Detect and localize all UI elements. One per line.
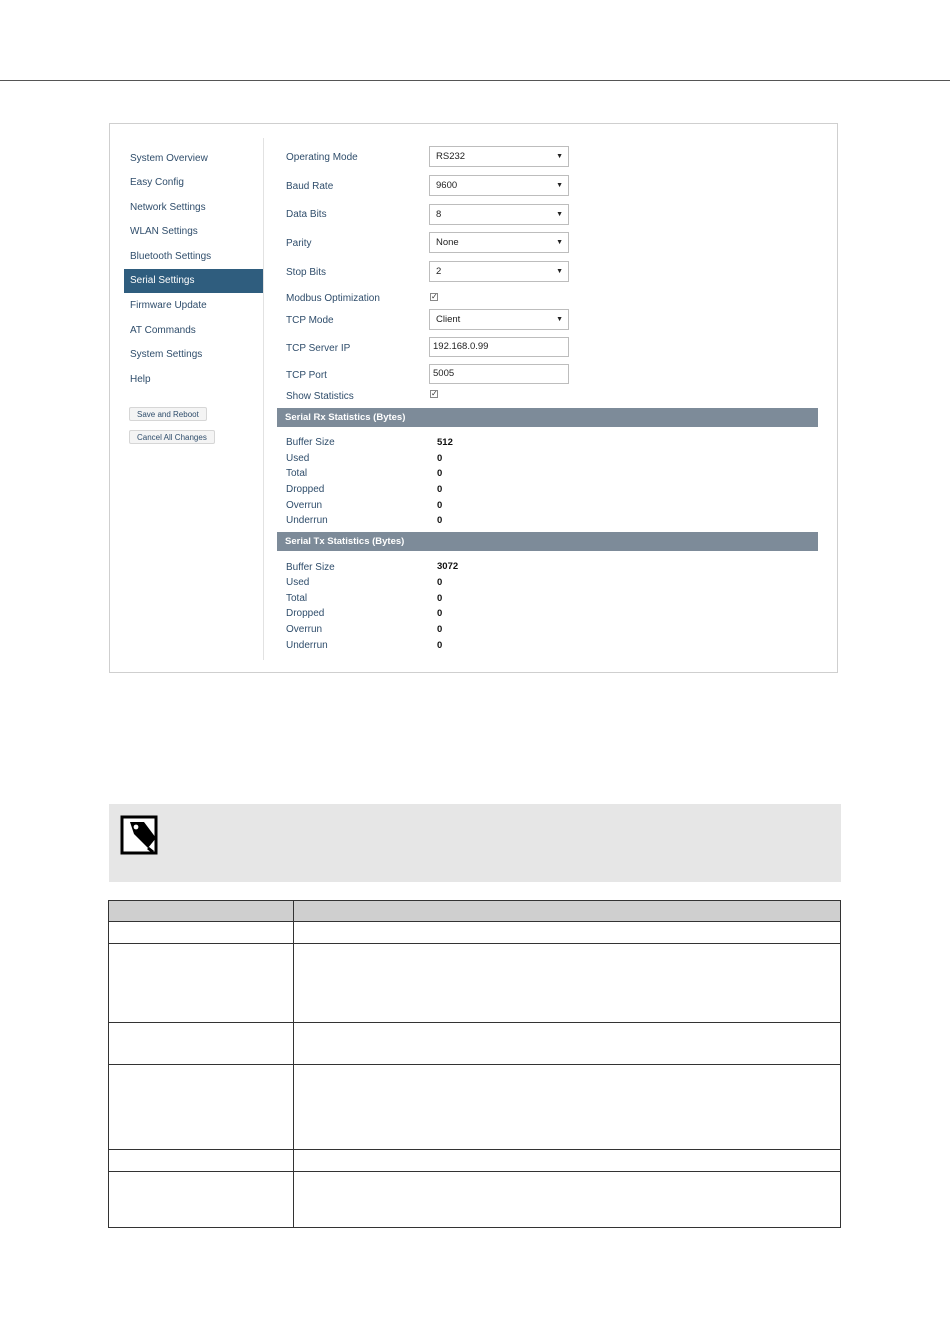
sidebar-item-system-settings[interactable]: System Settings (130, 349, 203, 360)
tx-dropped-label: Dropped (286, 608, 325, 619)
tx-underrun-value: 0 (437, 640, 443, 651)
caret-down-icon: ▼ (556, 182, 563, 189)
parameter-table (108, 900, 841, 1228)
rx-used-value: 0 (437, 453, 443, 464)
parity-value: None (436, 237, 459, 248)
sidebar-item-easy-config[interactable]: Easy Config (130, 177, 184, 188)
caret-down-icon: ▼ (556, 211, 563, 218)
rx-underrun-label: Underrun (286, 515, 328, 526)
tx-used-value: 0 (437, 577, 443, 588)
show-statistics-label: Show Statistics (286, 391, 354, 402)
cancel-all-changes-button[interactable]: Cancel All Changes (129, 430, 215, 444)
tx-stats-header: Serial Tx Statistics (Bytes) (277, 532, 818, 551)
tcp-server-ip-label: TCP Server IP (286, 343, 351, 354)
sidebar-item-help[interactable]: Help (130, 374, 151, 385)
stop-bits-value: 2 (436, 266, 442, 277)
data-bits-select[interactable] (429, 204, 569, 225)
caret-down-icon: ▼ (556, 316, 563, 323)
rx-overrun-label: Overrun (286, 500, 323, 511)
caret-down-icon: ▼ (556, 153, 563, 160)
tx-buffer-size-value: 3072 (437, 561, 459, 572)
note-icon (120, 814, 160, 856)
tcp-server-ip-input[interactable]: 192.168.0.99 (429, 337, 569, 357)
tx-overrun-label: Overrun (286, 624, 323, 635)
rx-total-value: 0 (437, 468, 443, 479)
rx-overrun-value: 0 (437, 500, 443, 511)
web-config-screenshot (109, 123, 838, 673)
baud-rate-value: 9600 (436, 180, 458, 191)
rx-buffer-size-label: Buffer Size (286, 437, 335, 448)
table-row-divider (109, 1064, 840, 1065)
sidebar-item-serial-settings[interactable]: Serial Settings (124, 269, 263, 293)
rx-underrun-value: 0 (437, 515, 443, 526)
table-row-divider (109, 1171, 840, 1172)
stop-bits-label: Stop Bits (286, 267, 327, 278)
tx-buffer-size-label: Buffer Size (286, 562, 335, 573)
tcp-mode-label: TCP Mode (286, 315, 334, 326)
rx-buffer-size-value: 512 (437, 437, 453, 448)
modbus-optimization-checkbox[interactable] (430, 293, 438, 301)
check-icon: ✓ (431, 389, 438, 398)
rx-dropped-value: 0 (437, 484, 443, 495)
sidebar-item-wlan-settings[interactable]: WLAN Settings (130, 226, 198, 237)
data-bits-label: Data Bits (286, 209, 327, 220)
sidebar-item-at-commands[interactable]: AT Commands (130, 325, 196, 336)
rx-dropped-label: Dropped (286, 484, 325, 495)
table-row-divider (109, 1149, 840, 1150)
table-row-divider (109, 1022, 840, 1023)
sidebar (124, 124, 263, 672)
save-and-reboot-button[interactable]: Save and Reboot (129, 407, 207, 421)
table-header (109, 901, 840, 922)
check-icon: ✓ (431, 292, 438, 301)
sidebar-divider (263, 138, 264, 660)
baud-rate-label: Baud Rate (286, 181, 334, 192)
stop-bits-select[interactable] (429, 261, 569, 282)
page-header-rule (0, 80, 950, 81)
data-bits-value: 8 (436, 209, 442, 220)
baud-rate-select[interactable] (429, 175, 569, 196)
sidebar-item-bluetooth-settings[interactable]: Bluetooth Settings (130, 251, 212, 262)
parity-label: Parity (286, 238, 312, 249)
table-row-divider (109, 943, 840, 944)
operating-mode-select[interactable] (429, 146, 569, 167)
tcp-mode-value: Client (436, 314, 461, 325)
show-statistics-checkbox[interactable] (430, 390, 438, 398)
note-box (109, 804, 841, 882)
tx-dropped-value: 0 (437, 608, 443, 619)
tcp-port-input[interactable]: 5005 (429, 364, 569, 384)
tcp-mode-select[interactable] (429, 309, 569, 330)
tx-underrun-label: Underrun (286, 640, 328, 651)
caret-down-icon: ▼ (556, 239, 563, 246)
sidebar-item-network-settings[interactable]: Network Settings (130, 202, 206, 213)
tx-used-label: Used (286, 577, 310, 588)
operating-mode-label: Operating Mode (286, 152, 358, 163)
rx-total-label: Total (286, 468, 308, 479)
rx-stats-header: Serial Rx Statistics (Bytes) (277, 408, 818, 427)
tcp-port-label: TCP Port (286, 370, 327, 381)
tx-total-value: 0 (437, 593, 443, 604)
operating-mode-value: RS232 (436, 151, 466, 162)
modbus-optimization-label: Modbus Optimization (286, 293, 380, 304)
caret-down-icon: ▼ (556, 268, 563, 275)
sidebar-item-firmware-update[interactable]: Firmware Update (130, 300, 207, 311)
rx-used-label: Used (286, 453, 310, 464)
parity-select[interactable] (429, 232, 569, 253)
tx-overrun-value: 0 (437, 624, 443, 635)
tx-total-label: Total (286, 593, 308, 604)
sidebar-item-system-overview[interactable]: System Overview (130, 153, 208, 164)
